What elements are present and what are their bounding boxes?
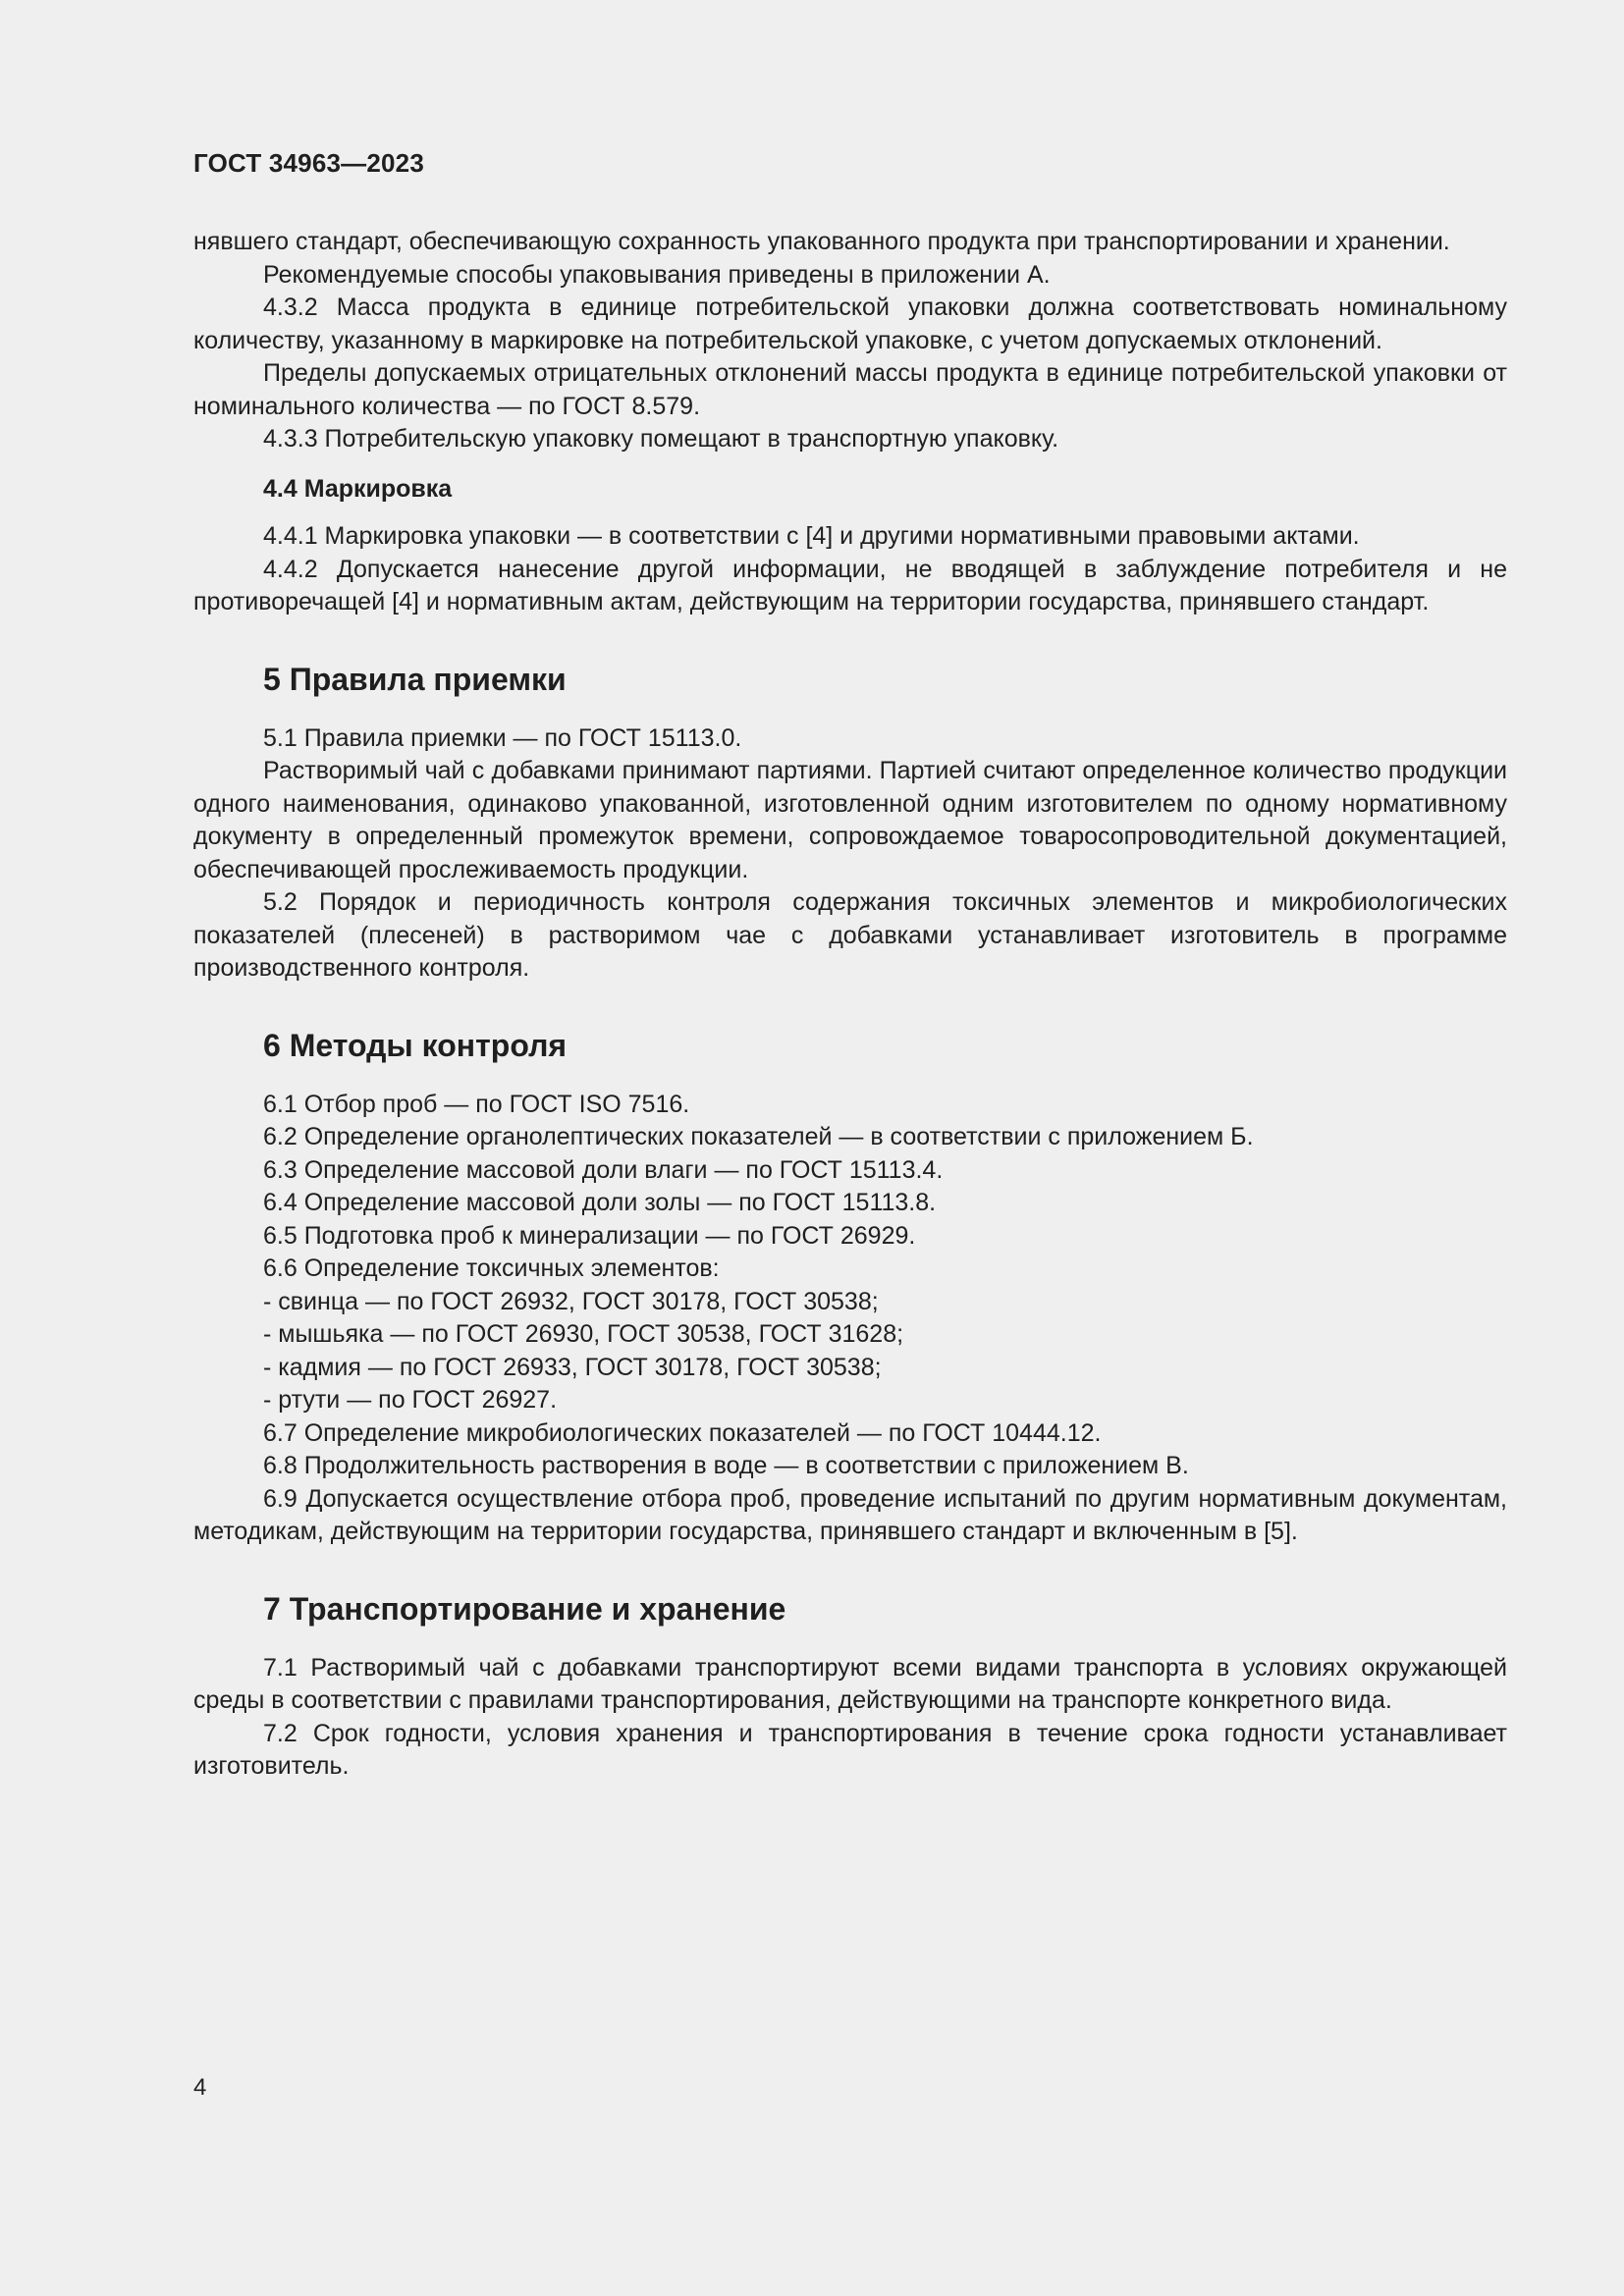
clause-7-2: 7.2 Срок годности, условия хранения и транспортирования в течение срока годности устанавливает изготовитель. xyxy=(193,1719,1507,1780)
paragraph: Пределы допускаемых отрицательных отклонений массы продукта в единице потребительской упаковки от номинального количества — по ГОСТ 8.579. xyxy=(193,359,1507,420)
section-heading-5: 5 Правила приемки xyxy=(263,661,567,697)
document-header: ГОСТ 34963—2023 xyxy=(193,148,424,178)
paragraph: Растворимый чай с добавками принимают партиями. Партией считают определенное количество продукции одного наименования, одинаково упакованной, изготовленной одним изготовителем по одному нормативному документу в определенный промежуток времени, сопровождаемое товаросопроводительной документацией, обеспечивающей прослеживаемость продукции. xyxy=(193,757,1507,883)
document-body xyxy=(193,226,1507,1784)
clause-6-8: 6.8 Продолжительность растворения в воде — в соответствии с приложением В. xyxy=(263,1452,1189,1479)
clause-5-1: 5.1 Правила приемки — по ГОСТ 15113.0. xyxy=(263,723,742,752)
clause-6-9: 6.9 Допускается осуществление отбора проб, проведение испытаний по другим нормативным документам, методикам, действующим на территории государства, принявшего стандарт и включенным в [5]. xyxy=(193,1484,1507,1545)
clause-4-4-2: 4.4.2 Допускается нанесение другой информации, не вводящей в заблуждение потребителя и не противоречащей [4] и нормативным актам, действующим на территории государства, принявшего стандарт. xyxy=(193,555,1507,615)
list-item: - ртути — по ГОСТ 26927. xyxy=(263,1386,558,1414)
clause-6-4: 6.4 Определение массовой доли золы — по ГОСТ 15113.8. xyxy=(263,1189,937,1216)
list-item: - кадмия — по ГОСТ 26933, ГОСТ 30178, ГОСТ 30538; xyxy=(263,1353,882,1381)
clause-5-2: 5.2 Порядок и периодичность контроля содержания токсичных элементов и микробиологических показателей (плесеней) в растворимом чае с добавками устанавливает изготовитель в программе производственного контроля. xyxy=(193,888,1507,982)
paragraph: нявшего стандарт, обеспечивающую сохранность упакованного продукта при транспортировании и хранении. xyxy=(193,228,1450,255)
clause-4-3-2: 4.3.2 Масса продукта в единице потребительской упаковки должна соответствовать номинальному количеству, указанному в маркировке на потребительской упаковке, с учетом допускаемых отклонений. xyxy=(193,294,1507,354)
clause-4-3-3: 4.3.3 Потребительскую упаковку помещают в транспортную упаковку. xyxy=(263,425,1059,453)
section-heading-6: 6 Методы контроля xyxy=(263,1027,568,1063)
clause-7-1: 7.1 Растворимый чай с добавками транспортируют всеми видами транспорта в условиях окружающей среды в соответствии с правилами транспортирования, действующими на транспорте конкретного вида. xyxy=(193,1653,1507,1714)
clause-6-6: 6.6 Определение токсичных элементов: xyxy=(263,1255,720,1282)
clause-6-5: 6.5 Подготовка проб к минерализации — по ГОСТ 26929. xyxy=(263,1221,916,1250)
clause-6-3: 6.3 Определение массовой доли влаги — по ГОСТ 15113.4. xyxy=(263,1155,944,1184)
clause-4-4-1: 4.4.1 Маркировка упаковки — в соответствии с [4] и другими нормативными правовыми актами. xyxy=(263,522,1360,550)
clause-6-2: 6.2 Определение органолептических показателей — в соответствии с приложением Б. xyxy=(263,1123,1254,1150)
clause-6-7: 6.7 Определение микробиологических показателей — по ГОСТ 10444.12. xyxy=(263,1418,1102,1447)
list-item: - свинца — по ГОСТ 26932, ГОСТ 30178, ГОСТ 30538; xyxy=(263,1287,879,1315)
section-heading-7: 7 Транспортирование и хранение xyxy=(263,1590,786,1627)
list-item: - мышьяка — по ГОСТ 26930, ГОСТ 30538, ГОСТ 31628; xyxy=(263,1320,904,1348)
page-number: 4 xyxy=(193,2074,207,2101)
paragraph: Рекомендуемые способы упаковывания приведены в приложении А. xyxy=(263,260,1051,289)
clause-6-1: 6.1 Отбор проб — по ГОСТ ISO 7516. xyxy=(263,1090,690,1118)
subsection-heading-4-4: 4.4 Маркировка xyxy=(263,474,453,503)
